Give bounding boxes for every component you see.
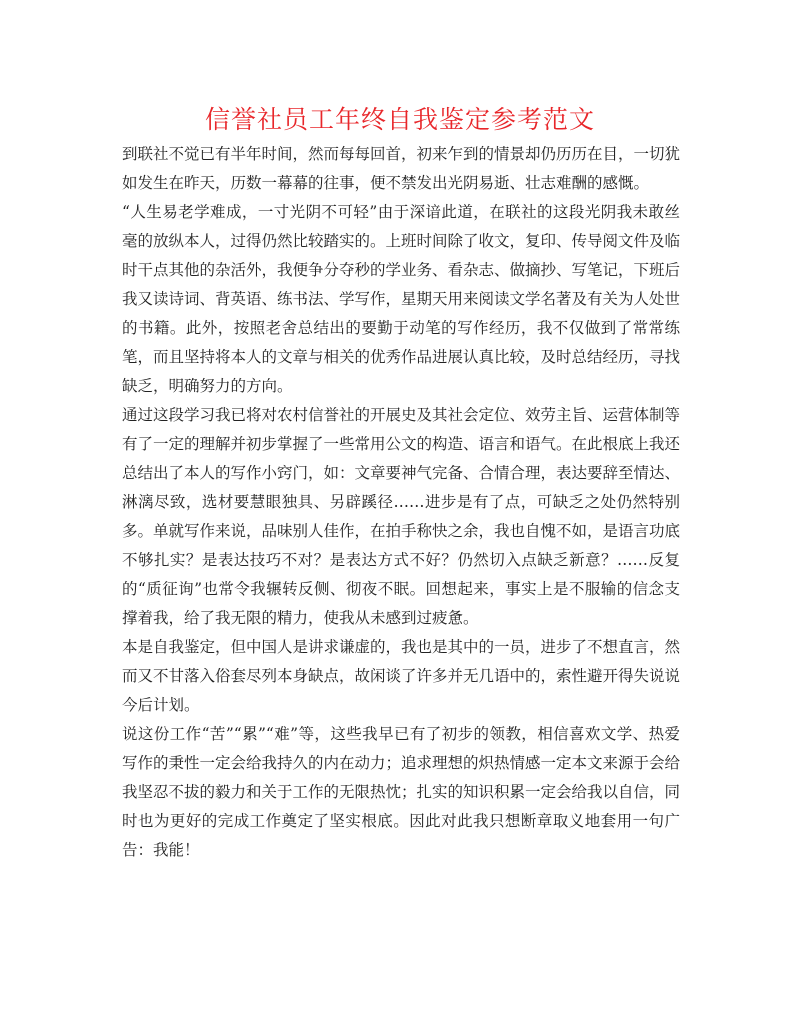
document-title: 信誉社员工年终自我鉴定参考范文: [204, 105, 595, 134]
paragraph-5: 说这份工作“苦”“累”“难”等，这些我早已有了初步的领教，相信喜欢文学、热爱写作的秉性一定会给我持久的内在动力；追求理想的炽热情感一定本文来源于会给我坚忍不拔的毅力和关于工作的无限热忱；扎实的知识积累一定会给我以自信，同时也为更好的完成工作奠定了坚实根底。因此对此我只想断章取义地套用一句广告：我能！: [122, 725, 681, 859]
paragraph-4: 本是自我鉴定，但中国人是讲求谦虚的，我也是其中的一员，进步了不想直言，然而又不甘落入俗套尽列本身缺点，故闲谈了许多并无几语中的，索性避开得失说说今后计划。: [122, 638, 681, 714]
paragraph-3: 通过这段学习我已将对农村信誉社的开展史及其社会定位、效劳主旨、运营体制等有了一定的理解并初步掌握了一些常用公文的构造、语言和语气。在此根底上我还总结出了本人的写作小窍门，如：文章要神气完备、合情合理，表达要辞至情达、淋漓尽致，选材要慧眼独具、另辟蹊径……进步是有了点，可缺乏之处仍然特别多。单就写作来说，品味别人佳作，在拍手称快之余，我也自愧不如，是语言功底不够扎实？是表达技巧不对？是表达方式不好？仍然切入点缺乏新意？……反复的“质征询”也常令我辗转反侧、彻夜不眠。回想起来，事实上是不服输的信念支撑着我，给了我无限的精力，使我从未感到过疲惫。: [122, 406, 681, 627]
document-body: [122, 140, 680, 865]
paragraph-2: “人生易老学难成，一寸光阴不可轻”由于深谙此道，在联社的这段光阴我未敢丝毫的放纵本人，过得仍然比较踏实的。上班时间除了收文，复印、传导阅文件及临时干点其他的杂活外，我便争分夺秒的学业务、看杂志、做摘抄、写笔记，下班后我又读诗词、背英语、练书法、学写作，星期天用来阅读文学名著及有关为人处世的书籍。此外，按照老舍总结出的要勤于动笔的写作经历，我不仅做到了常常练笔，而且坚持将本人的文章与相关的优秀作品进展认真比较，及时总结经历，寻找缺乏，明确努力的方向。: [122, 203, 681, 395]
paragraph-1: 到联社不觉已有半年时间，然而每每回首，初来乍到的情景却仍历历在目，一切犹如发生在昨天，历数一幕幕的往事，便不禁发出光阴易逝、壮志难酬的感慨。: [122, 145, 681, 192]
